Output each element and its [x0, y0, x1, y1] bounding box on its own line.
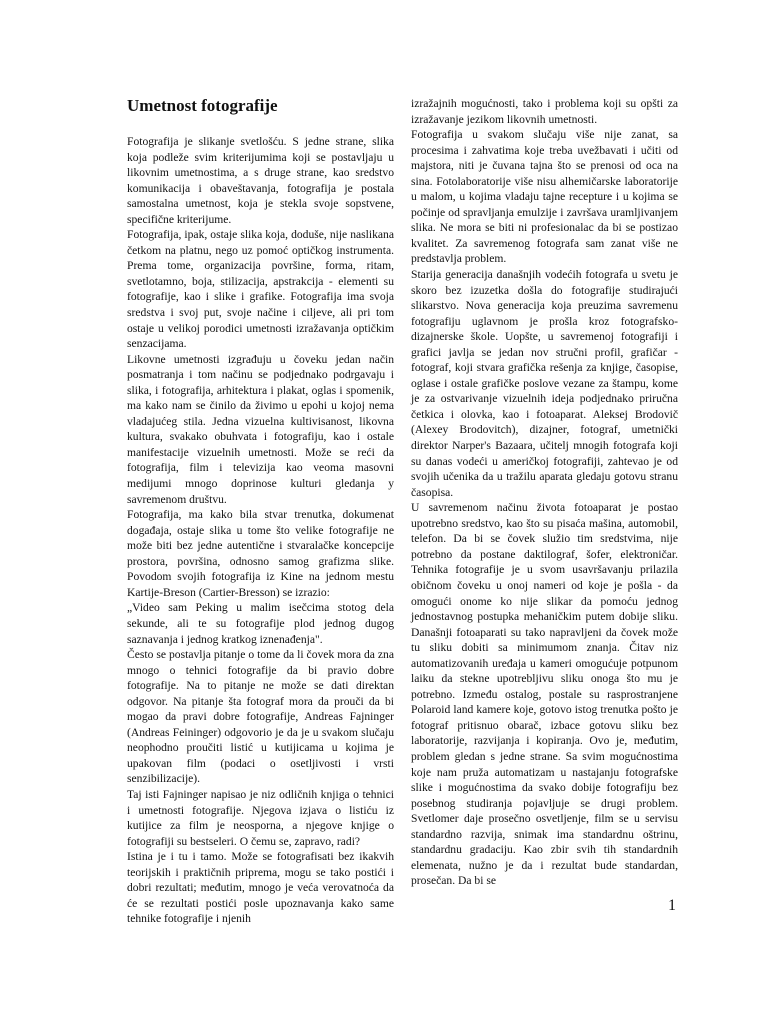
paragraph: Fotografija u svakom slučaju više nije zanat, sa procesima i zahvatima koje treba uvežbavati i učiti od majstora, niti je čuvana tajna što se prenosi od oca na sina. Fotolaboratorije više nisu alhemičarske laboratorije u malom, u kojima vladaju tajne recepture i u kojima se počinje od spravljanja emulzije i završava uramljivanjem slika. Ne mora se biti ni profesionalac da bi se postizao kvalitet. Za savremenog fotografa sam zanat više ne predstavlja problem. [411, 128, 678, 266]
paragraph: Istina je i tu i tamo. Može se fotografisati bez ikakvih teorijskih i praktičnih priprema, mogu se tako postići i dobri rezultati; međutim, mnogo je veća verovatnoća da će se rezultati postići posle upoznavanja kako same tehnike fotografije i njenih [127, 850, 394, 926]
paragraph: Fotografija, ma kako bila stvar trenutka, dokumenat događaja, ostaje slika u tome što velike fotografije ne može biti bez jedne autentične i stvaralačke koncepcije prostora, površina, odnosno samog grafizma slike. Povodom svojih fotografija iz Kine na jednom mestu Kartije-Breson (Cartier-Bresson) se izrazio: [127, 508, 394, 599]
paragraph: izražajnih mogućnosti, tako i problema koji su opšti za izražavanje jezikom likovnih umetnosti. [411, 97, 678, 126]
page-title: Umetnost fotografije [127, 96, 278, 115]
paragraph: Starija generacija današnjih vodećih fotografa u svetu je skoro bez izuzetka došla do fotografije studirajući slikarstvo. Nova generacija koja preuzima savremenu fotografiju uglavnom je prošla kroz fotografsko-dizajnerske škole. Uopšte, u savremenoj fotografiji i grafici javlja se jedan nov stručni profil, grafičar - fotograf, koji stvara grafička rešenja za knjige, časopise, oglase i ostale grafičke poslove vezane za štampu, kome je za ostvarivanje vizuelnih ideja podjednako priručna četkica i olovka, kao i fotoaparat. Aleksej Brodovič (Alexey Brodovitch), dizajner, fotograf, umetnički direktor Narper's Bazaara, učitelj mnogih fotografa koji su danas vodeći u američkoj fotografiji, zahtevao je od svojih učenika da u tražilu aparata gledaju gotovu stranu časopisa. [411, 268, 678, 499]
paragraph: Taj isti Fajninger napisao je niz odličnih knjiga o tehnici i umetnosti fotografije. Njegova izjava o listiću iz kutijice za film je neosporna, a njegove knjige o fotografiji su bestseleri. O čemu se, zapravo, radi? [127, 787, 394, 848]
paragraph: Fotografija, ipak, ostaje slika koja, doduše, nije naslikana četkom na platnu, nego uz pomoć optičkog instrumenta. Prema tome, organizacija površine, forma, ritam, svetlotamno, boja, stilizacija, apstrakcija - elementi su fotografije, kao i slike i grafike. Fotografija ima svoja sredstva i svoj put, svoje načine i ciljeve, ali pri tom ostaje u velikoj porodici umetnosti izražavanja optičkim senzacijama. [127, 228, 394, 351]
right-column [411, 96, 678, 889]
paragraph: Fotografija je slikanje svetlošću. S jedne strane, slika koja podleže svim kriterijumima koji se postavljaju u likovnim umetnostima, a s druge strane, kao sredstvo komunikacija i obaveštavanja, fotografija je postala samostalna umetnost, koja je stekla svoje sopstvene, specifične kriterijume. [127, 135, 394, 226]
quote-paragraph: „Video sam Peking u malim isečcima stotog dela sekunde, ali te su fotografije plod jednog dugog saznavanja i jednog kratkog iznenađenja". [127, 601, 394, 646]
page-number: 1 [668, 897, 676, 914]
paragraph: Likovne umetnosti izgrađuju u čoveku jedan način posmatranja i tom načinu se podjednako podrgavaju i slika, i fotografija, arhitektura i plakat, oglas i spomenik, ma kako nam se činilo da živimo u epohi u kojoj nema vladajućeg stila. Jedna vizuelna kultivisanost, likovna kultura, svakako obuhvata i fotografiju, kao i ostale manifestacije vizuelnih umetnosti. Može se reći da fotografija, film i televizija kao veoma masovni medijumi mnogo doprinose kulturi gledanja y savremenom društvu. [127, 352, 394, 506]
paragraph: U savremenom načinu života fotoaparat je postao upotrebno sredstvo, kao što su pisaća mašina, automobil, telefon. Da bi se čovek služio tim sredstvima, nije potrebno da postane daktilograf, šofer, elektroničar. Tehnika fotografije je u svom usavršavanju prilazila običnom čoveku u onoj nameri od koje je pošla - da omogući onome ko nije slikar da pomoću jednog jednostavnog postupka mehaničkim putem dobije sliku. Današnji fotoaparati su tako napravljeni da čovek može tu sliku dobiti sa minimumom znanja. Čitav niz automatizovanih uređaja u kameri omogućuje potpunom laiku da stekne upotrebljivu sliku onoga što mu je potrebno. Između ostalog, postale su rasprostranjene Polaroid land kamere koje, gotovo istog trenutka pošto je fotograf pritisnuo obarač, izbace gotovu sliku bez laboratorije, razvijanja i kopiranja. Ovo je, međutim, problem gledan s jedne strane. Sa svim mogućnostima koje nam pruža automatizam u nastajanju fotografske slike i mogućnostima da svako dobije fotografiju bez posebnog studiranja pojavljuje se drugi problem. Svetlomer daje prosečno osvetljenje, film se u servisu standardno razvija, snimak ima standardnu oštrinu, standardnu gradaciju. Kao zbir svih tih standardnih elemenata, nužno je da i rezultat bude standardan, prosečan. Da bi se [411, 501, 678, 888]
left-column [127, 96, 394, 927]
paragraph: Često se postavlja pitanje o tome da li čovek mora da zna mnogo o tehnici fotografije da bi pravio dobre fotografije. Na to pitanje ne može se dati direktan odgovor. Na pitanje šta fotograf mora da prouči da bi mogao da pravi dobre fotografije, Andreas Fajninger (Andreas Feininger) odgovorio je da je u svakom slučaju neophodno proučiti listić u kutijicama u kojima je upakovan film (podaci o osetljivosti i vrsti senzibilizacije). [127, 648, 394, 786]
